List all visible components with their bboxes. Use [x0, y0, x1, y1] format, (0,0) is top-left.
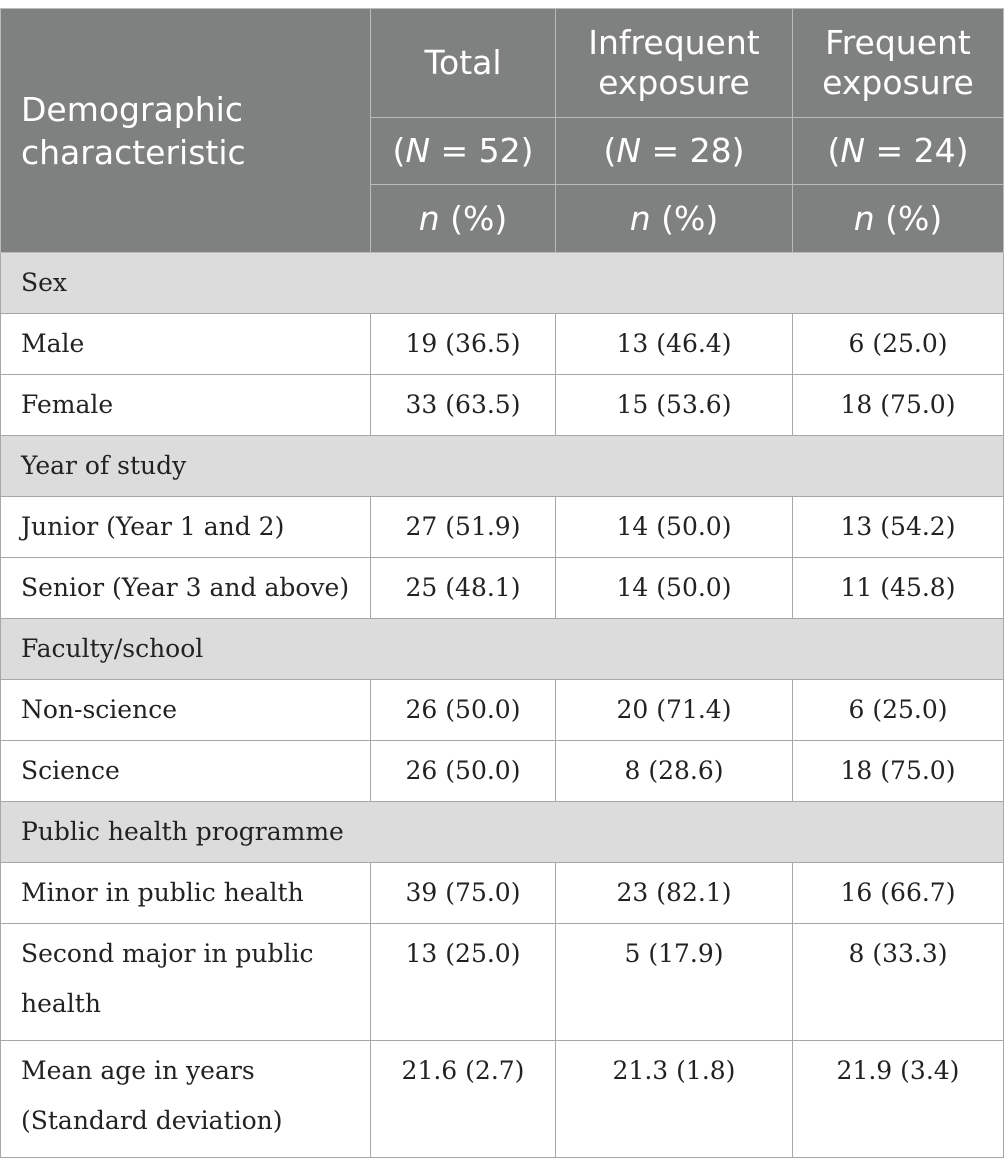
value-frequent: 11 (45.8) — [793, 558, 1004, 619]
value-total: 21.6 (2.7) — [371, 1041, 556, 1158]
value-frequent: 8 (33.3) — [793, 924, 1004, 1041]
section-row — [1, 802, 1004, 863]
header-group-frequent: Frequent exposure — [793, 9, 1004, 118]
header-N-total: (N = 52) — [371, 118, 556, 185]
value-total: 26 (50.0) — [371, 680, 556, 741]
row-label: Senior (Year 3 and above) — [1, 558, 371, 619]
header-group-infrequent: Infrequent exposure — [556, 9, 793, 118]
table-row — [1, 497, 1004, 558]
value-infrequent: 15 (53.6) — [556, 375, 793, 436]
row-label: Mean age in years (Standard deviation) — [1, 1041, 371, 1158]
table-row — [1, 924, 1004, 1041]
row-label: Junior (Year 1 and 2) — [1, 497, 371, 558]
row-label: Second major in public health — [1, 924, 371, 1041]
value-infrequent: 8 (28.6) — [556, 741, 793, 802]
header-unit-frequent: n (%) — [793, 185, 1004, 253]
table-body — [1, 253, 1004, 1158]
table-row — [1, 558, 1004, 619]
row-label: Minor in public health — [1, 863, 371, 924]
value-infrequent: 14 (50.0) — [556, 497, 793, 558]
value-total: 26 (50.0) — [371, 741, 556, 802]
value-frequent: 18 (75.0) — [793, 741, 1004, 802]
row-label: Non-science — [1, 680, 371, 741]
section-label: Year of study — [1, 436, 1004, 497]
value-infrequent: 13 (46.4) — [556, 314, 793, 375]
value-frequent: 16 (66.7) — [793, 863, 1004, 924]
value-total: 13 (25.0) — [371, 924, 556, 1041]
value-frequent: 21.9 (3.4) — [793, 1041, 1004, 1158]
section-label: Sex — [1, 253, 1004, 314]
header-row-label: Demographic characteristic — [1, 9, 371, 253]
value-total: 27 (51.9) — [371, 497, 556, 558]
value-total: 19 (36.5) — [371, 314, 556, 375]
section-label: Public health programme — [1, 802, 1004, 863]
row-label: Male — [1, 314, 371, 375]
header-unit-total: n (%) — [371, 185, 556, 253]
value-total: 39 (75.0) — [371, 863, 556, 924]
value-infrequent: 14 (50.0) — [556, 558, 793, 619]
value-infrequent: 5 (17.9) — [556, 924, 793, 1041]
header-N-frequent: (N = 24) — [793, 118, 1004, 185]
row-label: Female — [1, 375, 371, 436]
row-label: Science — [1, 741, 371, 802]
header-unit-infrequent: n (%) — [556, 185, 793, 253]
header-N-infrequent: (N = 28) — [556, 118, 793, 185]
table-row — [1, 375, 1004, 436]
section-row — [1, 436, 1004, 497]
value-infrequent: 21.3 (1.8) — [556, 1041, 793, 1158]
table-row — [1, 314, 1004, 375]
section-label: Faculty/school — [1, 619, 1004, 680]
table-row — [1, 863, 1004, 924]
table-row — [1, 1041, 1004, 1158]
value-frequent: 6 (25.0) — [793, 680, 1004, 741]
value-infrequent: 20 (71.4) — [556, 680, 793, 741]
table-row — [1, 680, 1004, 741]
value-frequent: 13 (54.2) — [793, 497, 1004, 558]
table-header — [1, 9, 1004, 253]
demographics-table — [0, 8, 1004, 1158]
value-infrequent: 23 (82.1) — [556, 863, 793, 924]
table-row — [1, 741, 1004, 802]
value-total: 33 (63.5) — [371, 375, 556, 436]
value-frequent: 6 (25.0) — [793, 314, 1004, 375]
value-total: 25 (48.1) — [371, 558, 556, 619]
section-row — [1, 253, 1004, 314]
section-row — [1, 619, 1004, 680]
header-row-groups — [1, 9, 1004, 118]
value-frequent: 18 (75.0) — [793, 375, 1004, 436]
header-group-total: Total — [371, 9, 556, 118]
